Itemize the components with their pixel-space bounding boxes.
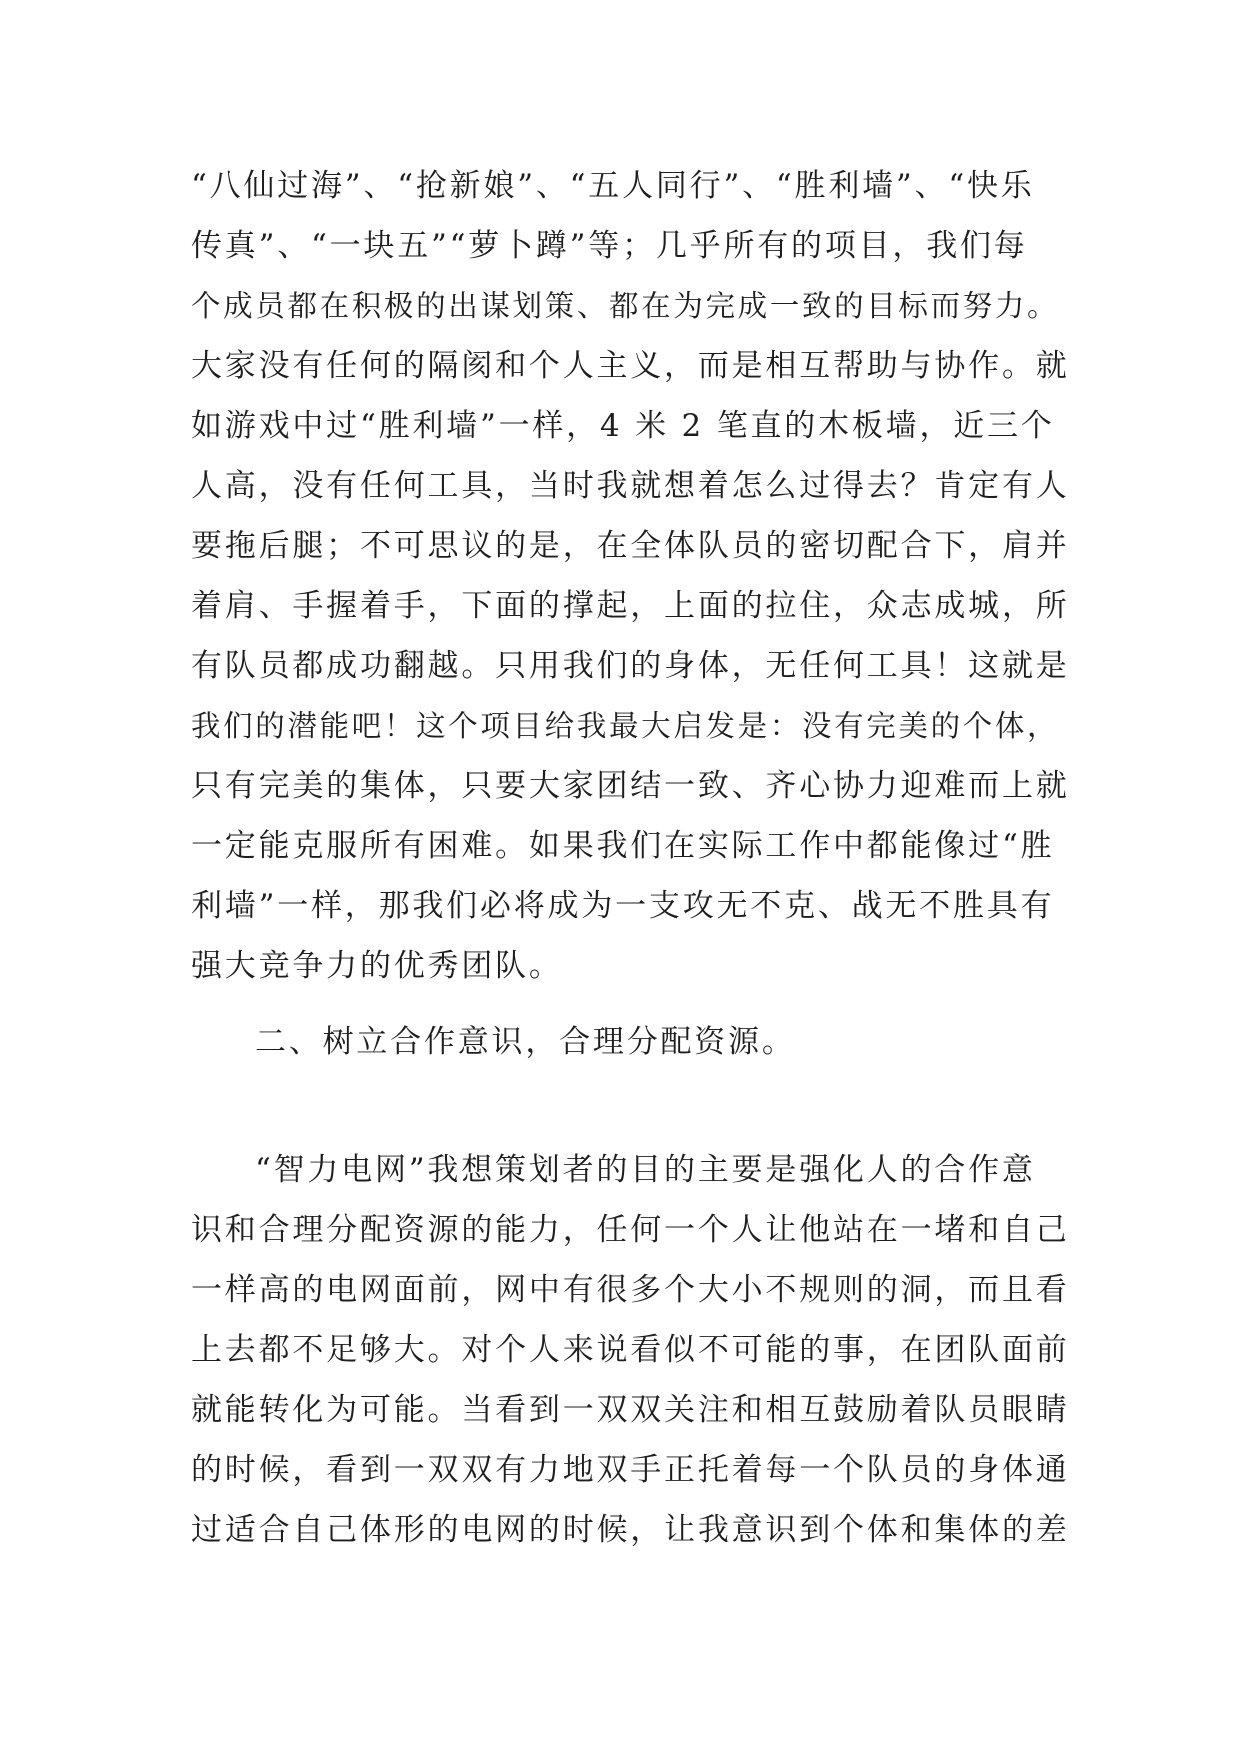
- paragraph-line: 识和合理分配资源的能力，任何一个人让他站在一堵和自己: [191, 1212, 1070, 1248]
- paragraph-line: 一定能克服所有困难。如果我们在实际工作中都能像过“胜: [191, 828, 1055, 864]
- paragraph-line: 利墙”一样，那我们必将成为一支攻无不克、战无不胜具有: [191, 888, 1055, 924]
- paragraph-line: 着肩、手握着手，下面的撑起，上面的拉住，众志成城，所: [191, 588, 1070, 624]
- paragraph-line: 我们的潜能吧！这个项目给我最大启发是：没有完美的个体，: [191, 709, 1060, 743]
- paragraph-line: 传真”、“一块五”“萝卜蹲”等；几乎所有的项目，我们每: [191, 228, 1028, 264]
- paragraph-line: 人高，没有任何工具，当时我就想着怎么过得去？肯定有人: [191, 468, 1070, 504]
- paragraph-line: 大家没有任何的隔阂和个人主义，而是相互帮助与协作。就: [191, 348, 1070, 384]
- section-heading: [191, 1012, 1071, 1072]
- paragraph-team-games: [191, 156, 1071, 996]
- paragraph-line: 个成员都在积极的出谋划策、都在为完成一致的目标而努力。: [191, 289, 1060, 323]
- paragraph-smart-grid: [191, 1140, 1071, 1560]
- paragraph-line: “八仙过海”、“抢新娘”、“五人同行”、“胜利墙”、“快乐: [191, 168, 1035, 204]
- paragraph-line: 要拖后腿；不可思议的是，在全体队员的密切配合下，肩并: [191, 528, 1070, 564]
- paragraph-line: “智力电网”我想策划者的目的主要是强化人的合作意: [255, 1152, 1036, 1188]
- paragraph-line: 只有完美的集体，只要大家团结一致、齐心协力迎难而上就: [191, 768, 1070, 804]
- paragraph-line: 如游戏中过“胜利墙”一样，4 米 2 笔直的木板墙，近三个: [191, 408, 1055, 444]
- paragraph-line: 上去都不足够大。对个人来说看似不可能的事，在团队面前: [191, 1332, 1070, 1368]
- paragraph-line: 强大竞争力的优秀团队。: [191, 948, 563, 984]
- paragraph-line: 一样高的电网面前，网中有很多个大小不规则的洞，而且看: [191, 1272, 1070, 1308]
- section-heading-text: 二、树立合作意识，合理分配资源。: [255, 1024, 796, 1060]
- paragraph-line: 的时候，看到一双双有力地双手正托着每一个队员的身体通: [191, 1452, 1070, 1488]
- paragraph-line: 就能转化为可能。当看到一双双关注和相互鼓励着队员眼睛: [191, 1392, 1070, 1428]
- paragraph-line: 有队员都成功翻越。只用我们的身体，无任何工具！这就是: [191, 648, 1070, 684]
- paragraph-line: 过适合自己体形的电网的时候，让我意识到个体和集体的差: [191, 1512, 1070, 1548]
